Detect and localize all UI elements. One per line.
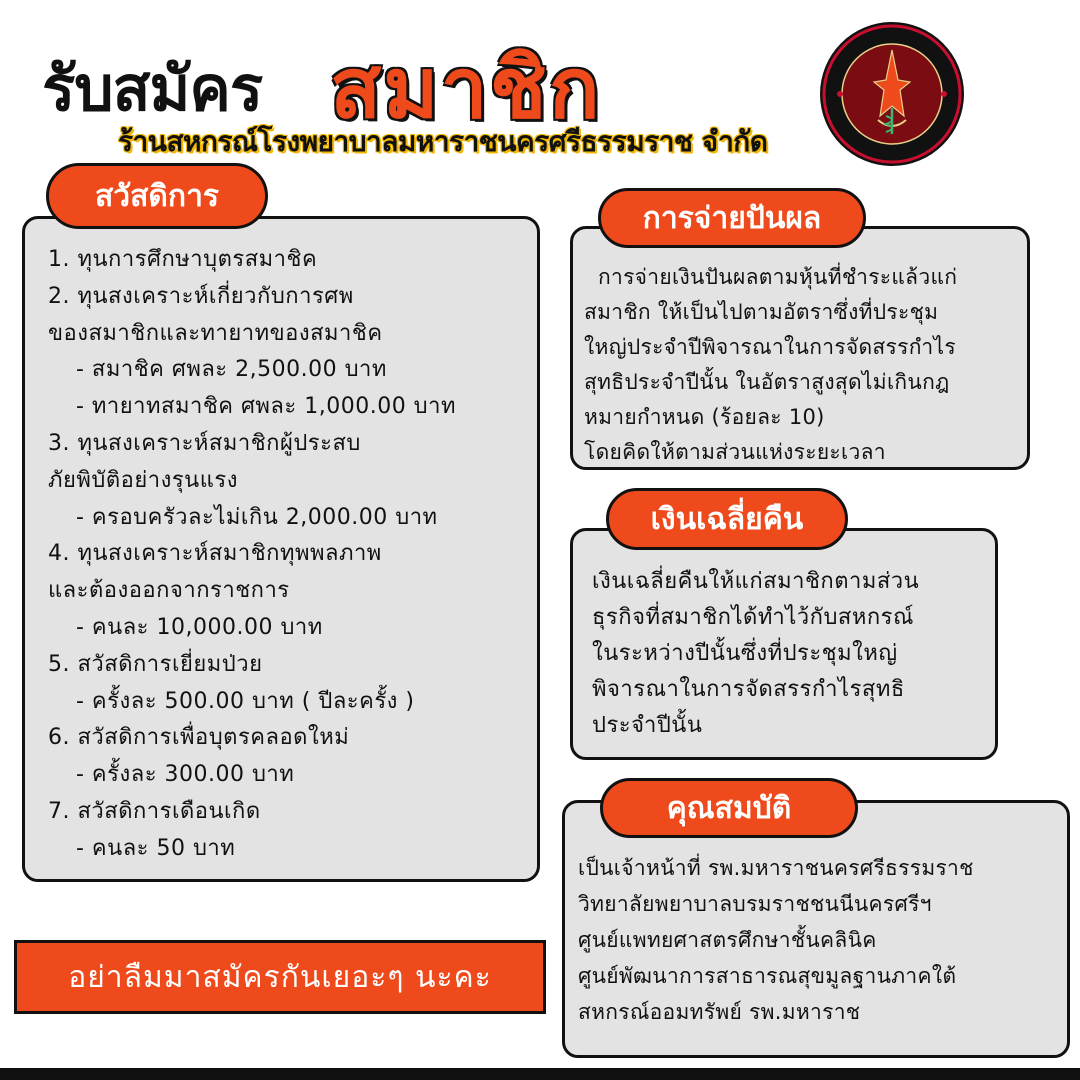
paragraph-line: สุทธิประจำปีนั้น ในอัตราสูงสุดไม่เกินกฎ [584, 370, 950, 394]
list-item: - ทายาทสมาชิค ศพละ 1,000.00 บาท [76, 394, 456, 420]
dividend-heading: การจ่ายปันผล [598, 188, 866, 248]
welfare-heading: สวัสดิการ [46, 163, 268, 229]
paragraph-line: สมาชิก ให้เป็นไปตามอัตราซึ่งที่ประชุม [584, 300, 939, 324]
paragraph-line: ใหญ่ประจำปีพิจารณาในการจัดสรรกำไร [584, 335, 956, 359]
qualification-text [578, 850, 974, 1030]
list-item: - คนละ 10,000.00 บาท [76, 614, 323, 640]
welfare-list [48, 242, 456, 868]
list-item: 2. ทุนสงเคราะห์เกี่ยวกับการศพ [48, 283, 354, 309]
list-item: - ครั้งละ 500.00 บาท ( ปีละครั้ง ) [76, 688, 415, 714]
list-item: 4. ทุนสงเคราะห์สมาชิกทุพพลภาพ [48, 541, 382, 567]
paragraph-line: การจ่ายเงินปันผลตามหุ้นที่ชำระแล้วแก่ [598, 265, 958, 289]
cooperative-emblem-icon [818, 20, 966, 168]
paragraph-line: ศูนย์พัฒนาการสาธารณสุขมูลฐานภาคใต้ [578, 964, 957, 988]
paragraph-line: หมายกำหนด (ร้อยละ 10) [584, 405, 825, 429]
list-item: 6. สวัสดิการเพื่อบุตรคลอดใหม่ [48, 725, 350, 751]
list-item: 3. ทุนสงเคราะห์สมาชิกผู้ประสบ [48, 430, 361, 456]
list-item: ภัยพิบัติอย่างรุนแรง [48, 467, 238, 493]
list-item: 7. สวัสดิการเดือนเกิด [48, 798, 261, 824]
bottom-divider [0, 1068, 1080, 1080]
reminder-banner: อย่าลืมมาสมัครกันเยอะๆ นะคะ [14, 940, 546, 1014]
paragraph-line: เป็นเจ้าหน้าที่ รพ.มหาราชนครศรีธรรมราช [578, 856, 974, 880]
list-item: - สมาชิค ศพละ 2,500.00 บาท [76, 357, 387, 383]
dividend-text [584, 260, 957, 470]
paragraph-line: เงินเฉลี่ยคืนให้แก่สมาชิกตามส่วน [592, 569, 920, 594]
paragraph-line: พิจารณาในการจัดสรรกำไรสุทธิ [592, 677, 905, 702]
organization-name: ร้านสหกรณ์โรงพยาบาลมหาราชนครศรีธรรมราช จำกัด [118, 125, 768, 158]
list-item: ของสมาชิกและทายาทของสมาชิค [48, 320, 383, 346]
paragraph-line: ประจำปีนั้น [592, 713, 703, 738]
refund-text [592, 564, 919, 744]
paragraph-line: สหกรณ์ออมทรัพย์ รพ.มหาราช [578, 1000, 861, 1024]
list-item: - ครั้งละ 300.00 บาท [76, 762, 295, 788]
refund-heading: เงินเฉลี่ยคืน [606, 488, 848, 550]
paragraph-line: ศูนย์แพทยศาสตรศึกษาชั้นคลินิค [578, 928, 877, 952]
paragraph-line: ในระหว่างปีนั้นซึ่งที่ประชุมใหญ่ [592, 641, 898, 666]
qualification-heading: คุณสมบัติ [600, 778, 858, 838]
paragraph-line: วิทยาลัยพยาบาลบรมราชชนนีนครศรีฯ [578, 892, 932, 916]
list-item: - คนละ 50 บาท [76, 835, 236, 861]
page-title: รับสมัคร [42, 52, 263, 125]
paragraph-line: โดยคิดให้ตามส่วนแห่งระยะเวลา [584, 440, 886, 464]
list-item: - ครอบครัวละไม่เกิน 2,000.00 บาท [76, 504, 438, 530]
list-item: 5. สวัสดิการเยี่ยมป่วย [48, 651, 263, 677]
paragraph-line: ธุรกิจที่สมาชิกได้ทำไว้กับสหกรณ์ [592, 605, 914, 630]
page-title-accent: สมาชิก [330, 39, 602, 137]
list-item: และต้องออกจากราชการ [48, 578, 290, 604]
list-item: 1. ทุนการศึกษาบุตรสมาชิค [48, 247, 318, 272]
